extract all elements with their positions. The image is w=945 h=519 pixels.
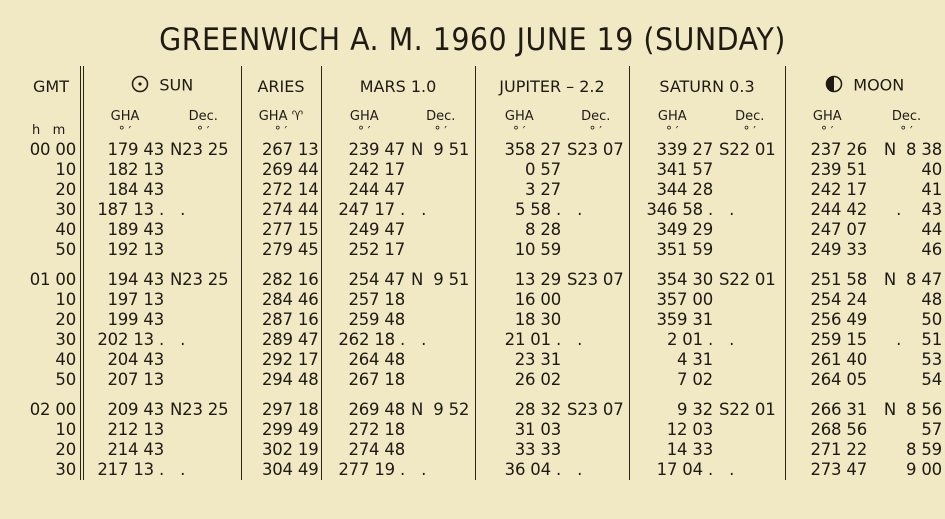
mars-gha-cell: 254 47 bbox=[321, 270, 407, 290]
sun-label: SUN bbox=[159, 75, 194, 95]
sun-gha-cell: 187 13 . bbox=[82, 200, 166, 220]
moon-dec-cell: N 8 38 bbox=[883, 140, 942, 159]
sun-dec-cell: N23 25 bbox=[170, 400, 229, 419]
mars-dec-cell: N 9 51 bbox=[411, 140, 470, 159]
degree-mark: ° ′ bbox=[900, 124, 913, 138]
mars-gha-subheader: GHA bbox=[321, 106, 407, 126]
moon-gha-subheader: GHA bbox=[785, 106, 869, 126]
jup-gha-cell: 31 03 bbox=[475, 420, 563, 440]
sat-gha-cell: 341 57 bbox=[629, 160, 715, 180]
jup-gha-cell: 33 33 bbox=[475, 440, 563, 460]
sat-gha-cell: 346 58 . bbox=[629, 200, 715, 220]
aries-cell: 294 48 bbox=[241, 370, 321, 390]
jup-gha-cell: 358 27 bbox=[475, 140, 563, 160]
page-title: GREENWICH A. M. 1960 JUNE 19 (SUNDAY) bbox=[159, 22, 786, 58]
jup-dec-cell bbox=[563, 180, 629, 200]
moon-gha-cell: 251 58 bbox=[785, 270, 869, 290]
jup-dec-cell bbox=[563, 240, 629, 260]
aries-cell: 292 17 bbox=[241, 350, 321, 370]
degree-mark: ° ′ bbox=[589, 124, 603, 138]
sun-gha-cell: 212 13 bbox=[82, 420, 166, 440]
jup-dec-cell bbox=[563, 440, 629, 460]
aries-cell: 289 47 bbox=[241, 330, 321, 350]
moon-gha-cell: 268 56 bbox=[785, 420, 869, 440]
sat-dec-cell bbox=[715, 310, 785, 330]
aries-cell: 267 13 bbox=[241, 140, 321, 160]
jup-dec-cell: S23 07 bbox=[567, 270, 624, 289]
moon-dec-cell: 9 00 bbox=[906, 460, 942, 479]
aries-cell: 287 16 bbox=[241, 310, 321, 330]
jupiter-dec-subheader: Dec. bbox=[581, 108, 611, 124]
moon-dec-cell: . 51 bbox=[896, 330, 942, 349]
sun-gha-cell: 192 13 bbox=[82, 240, 166, 260]
sat-dec-cell bbox=[715, 160, 785, 180]
sun-gha-cell: 209 43 bbox=[82, 400, 166, 420]
mars-gha-cell: 277 19 . bbox=[321, 460, 407, 480]
jup-dec-cell: S23 07 bbox=[567, 400, 624, 419]
degree-mark: ° ′ bbox=[241, 126, 321, 140]
mars-dec-cell bbox=[407, 350, 475, 370]
jup-gha-cell: 5 58 . bbox=[475, 200, 563, 220]
aries-cell: 269 44 bbox=[241, 160, 321, 180]
sun-dec-cell bbox=[166, 290, 241, 310]
sun-gha-cell: 214 43 bbox=[82, 440, 166, 460]
mars-dec-subheader: Dec. bbox=[426, 108, 456, 124]
mars-dec-cell: . bbox=[411, 330, 427, 349]
sun-dec-cell bbox=[166, 180, 241, 200]
jup-dec-cell bbox=[563, 420, 629, 440]
sat-dec-cell: . bbox=[719, 460, 735, 479]
mars-dec-cell bbox=[407, 310, 475, 330]
moon-dec-cell: 50 bbox=[921, 310, 942, 329]
sun-dec-cell: . bbox=[170, 200, 186, 219]
jup-gha-cell: 3 27 bbox=[475, 180, 563, 200]
sat-gha-cell: 9 32 bbox=[629, 400, 715, 420]
t-cell: 00 00 bbox=[29, 140, 76, 159]
jupiter-gha-subheader: GHA bbox=[475, 106, 563, 126]
moon-dec-cell: 41 bbox=[921, 180, 942, 199]
jup-dec-cell: S23 07 bbox=[567, 140, 624, 159]
sun-dec-cell bbox=[166, 160, 241, 180]
table-row bbox=[22, 290, 944, 310]
t-cell: 40 bbox=[55, 350, 76, 369]
sat-gha-cell: 357 00 bbox=[629, 290, 715, 310]
t-cell: 50 bbox=[55, 240, 76, 259]
sun-dec-cell bbox=[166, 220, 241, 240]
hours-unit: h bbox=[32, 123, 41, 138]
mars-gha-cell: 259 48 bbox=[321, 310, 407, 330]
moon-gha-cell: 261 40 bbox=[785, 350, 869, 370]
sun-gha-cell: 202 13 . bbox=[82, 330, 166, 350]
moon-label: MOON bbox=[853, 75, 905, 95]
degree-mark: ° ′ bbox=[743, 124, 757, 138]
mars-gha-cell: 267 18 bbox=[321, 370, 407, 390]
saturn-dec-subheader: Dec. bbox=[735, 108, 765, 124]
saturn-gha-subheader: GHA bbox=[629, 106, 715, 126]
sun-gha-cell: 197 13 bbox=[82, 290, 166, 310]
moon-gha-cell: 256 49 bbox=[785, 310, 869, 330]
jup-dec-cell bbox=[563, 160, 629, 180]
moon-dec-cell: 8 59 bbox=[906, 440, 942, 459]
mars-gha-cell: 274 48 bbox=[321, 440, 407, 460]
mars-gha-cell: 247 17 . bbox=[321, 200, 407, 220]
table-row bbox=[22, 240, 944, 260]
t-cell: 30 bbox=[55, 460, 76, 479]
jup-gha-cell: 28 32 bbox=[475, 400, 563, 420]
moon-gha-cell: 242 17 bbox=[785, 180, 869, 200]
sun-header bbox=[82, 66, 241, 106]
sat-dec-cell bbox=[715, 180, 785, 200]
mars-gha-cell: 272 18 bbox=[321, 420, 407, 440]
sun-gha-cell: 217 13 . bbox=[82, 460, 166, 480]
sat-dec-cell: S22 01 bbox=[719, 140, 776, 159]
sun-dec-cell bbox=[166, 350, 241, 370]
sat-dec-cell: S22 01 bbox=[719, 400, 776, 419]
jup-dec-cell: . bbox=[567, 330, 583, 349]
sat-gha-cell: 359 31 bbox=[629, 310, 715, 330]
sat-gha-cell: 17 04 . bbox=[629, 460, 715, 480]
table-row bbox=[22, 200, 944, 220]
sun-dec-cell bbox=[166, 420, 241, 440]
sun-dec-cell bbox=[166, 240, 241, 260]
table-row bbox=[22, 440, 944, 460]
sun-dec-cell bbox=[166, 370, 241, 390]
sat-dec-cell: . bbox=[719, 200, 735, 219]
mars-dec-cell bbox=[407, 440, 475, 460]
aries-cell: 304 49 bbox=[241, 460, 321, 480]
mars-dec-cell: N 9 51 bbox=[411, 270, 470, 289]
aries-gha-subheader: GHA ♈ bbox=[241, 106, 321, 126]
jup-gha-cell: 26 02 bbox=[475, 370, 563, 390]
mars-gha-cell: 249 47 bbox=[321, 220, 407, 240]
sat-dec-cell bbox=[715, 350, 785, 370]
jup-gha-cell: 8 28 bbox=[475, 220, 563, 240]
mars-gha-cell: 264 48 bbox=[321, 350, 407, 370]
moon-gha-cell: 237 26 bbox=[785, 140, 869, 160]
sat-dec-cell bbox=[715, 440, 785, 460]
sun-gha-cell: 194 43 bbox=[82, 270, 166, 290]
jup-gha-cell: 18 30 bbox=[475, 310, 563, 330]
sun-dec-cell: . bbox=[170, 460, 186, 479]
t-cell: 10 bbox=[55, 160, 76, 179]
mars-header: MARS 1.0 bbox=[321, 66, 475, 106]
mars-dec-cell bbox=[407, 220, 475, 240]
mars-gha-cell: 257 18 bbox=[321, 290, 407, 310]
moon-dec-cell: . 43 bbox=[896, 200, 942, 219]
degree-mark: ° ′ bbox=[321, 126, 407, 140]
sat-dec-cell bbox=[715, 370, 785, 390]
sun-symbol-icon bbox=[131, 75, 149, 97]
jup-gha-cell: 10 59 bbox=[475, 240, 563, 260]
table-row bbox=[22, 180, 944, 200]
aries-cell: 277 15 bbox=[241, 220, 321, 240]
t-cell: 30 bbox=[55, 330, 76, 349]
sun-dec-cell bbox=[166, 440, 241, 460]
degree-mark: ° ′ bbox=[629, 126, 715, 140]
mars-gha-cell: 269 48 bbox=[321, 400, 407, 420]
sun-dec-cell: N23 25 bbox=[170, 140, 229, 159]
table-row bbox=[22, 460, 944, 480]
sun-dec-subheader: Dec. bbox=[188, 108, 218, 124]
aries-cell: 299 49 bbox=[241, 420, 321, 440]
jup-dec-cell bbox=[563, 220, 629, 240]
row-group-gap bbox=[22, 390, 944, 400]
table-row bbox=[22, 370, 944, 390]
moon-dec-cell: 57 bbox=[921, 420, 942, 439]
mars-dec-cell: . bbox=[411, 200, 427, 219]
sat-gha-cell: 4 31 bbox=[629, 350, 715, 370]
almanac-table bbox=[22, 66, 944, 480]
t-cell: 20 bbox=[55, 310, 76, 329]
t-cell: 40 bbox=[55, 220, 76, 239]
sat-gha-cell: 7 02 bbox=[629, 370, 715, 390]
mars-gha-cell: 242 17 bbox=[321, 160, 407, 180]
moon-dec-cell: 46 bbox=[921, 240, 942, 259]
mars-dec-cell bbox=[407, 370, 475, 390]
minutes-unit: m bbox=[52, 123, 66, 138]
moon-dec-cell: 48 bbox=[921, 290, 942, 309]
mars-dec-cell: . bbox=[411, 460, 427, 479]
aries-cell: 297 18 bbox=[241, 400, 321, 420]
sat-dec-cell: . bbox=[719, 330, 735, 349]
sat-dec-cell bbox=[715, 240, 785, 260]
t-cell: 10 bbox=[55, 420, 76, 439]
jup-dec-cell: . bbox=[567, 460, 583, 479]
gmt-header: GMT bbox=[33, 76, 69, 96]
moon-gha-cell: 249 33 bbox=[785, 240, 869, 260]
table-body bbox=[22, 140, 944, 480]
jup-gha-cell: 16 00 bbox=[475, 290, 563, 310]
moon-dec-cell: 54 bbox=[921, 370, 942, 389]
jup-dec-cell: . bbox=[567, 200, 583, 219]
moon-phase-icon bbox=[825, 75, 843, 97]
moon-gha-cell: 247 07 bbox=[785, 220, 869, 240]
table-row bbox=[22, 140, 944, 160]
sun-dec-cell: N23 25 bbox=[170, 270, 229, 289]
mars-gha-cell: 252 17 bbox=[321, 240, 407, 260]
moon-gha-cell: 266 31 bbox=[785, 400, 869, 420]
moon-gha-cell: 239 51 bbox=[785, 160, 869, 180]
table-row bbox=[22, 310, 944, 330]
jup-dec-cell bbox=[563, 290, 629, 310]
mars-dec-cell bbox=[407, 290, 475, 310]
table-row bbox=[22, 400, 944, 420]
sun-gha-cell: 204 43 bbox=[82, 350, 166, 370]
mars-dec-cell bbox=[407, 240, 475, 260]
jup-dec-cell bbox=[563, 350, 629, 370]
table-row bbox=[22, 330, 944, 350]
moon-dec-cell: N 8 56 bbox=[883, 400, 942, 419]
t-cell: 20 bbox=[55, 440, 76, 459]
aries-cell: 282 16 bbox=[241, 270, 321, 290]
moon-gha-cell: 244 42 bbox=[785, 200, 869, 220]
aries-cell: 272 14 bbox=[241, 180, 321, 200]
sat-gha-cell: 351 59 bbox=[629, 240, 715, 260]
sat-dec-cell bbox=[715, 420, 785, 440]
table-row bbox=[22, 350, 944, 370]
sun-gha-cell: 179 43 bbox=[82, 140, 166, 160]
t-cell: 02 00 bbox=[29, 400, 76, 419]
sun-gha-cell: 184 43 bbox=[82, 180, 166, 200]
degree-mark: ° ′ bbox=[785, 126, 869, 140]
sat-gha-cell: 354 30 bbox=[629, 270, 715, 290]
sat-gha-cell: 349 29 bbox=[629, 220, 715, 240]
mars-gha-cell: 244 47 bbox=[321, 180, 407, 200]
sat-dec-cell: S22 01 bbox=[719, 270, 776, 289]
aries-cell: 274 44 bbox=[241, 200, 321, 220]
table-row bbox=[22, 220, 944, 240]
table-row bbox=[22, 270, 944, 290]
jup-gha-cell: 0 57 bbox=[475, 160, 563, 180]
sun-gha-cell: 189 43 bbox=[82, 220, 166, 240]
t-cell: 50 bbox=[55, 370, 76, 389]
sat-gha-cell: 339 27 bbox=[629, 140, 715, 160]
jup-gha-cell: 23 31 bbox=[475, 350, 563, 370]
table-row bbox=[22, 160, 944, 180]
t-cell: 10 bbox=[55, 290, 76, 309]
aries-cell: 302 19 bbox=[241, 440, 321, 460]
mars-dec-cell bbox=[407, 160, 475, 180]
saturn-header: SATURN 0.3 bbox=[629, 66, 785, 106]
sat-gha-cell: 344 28 bbox=[629, 180, 715, 200]
degree-mark: ° ′ bbox=[82, 126, 166, 140]
mars-dec-cell bbox=[407, 180, 475, 200]
row-group-gap bbox=[22, 260, 944, 270]
jup-dec-cell bbox=[563, 370, 629, 390]
sun-gha-cell: 182 13 bbox=[82, 160, 166, 180]
t-cell: 30 bbox=[55, 200, 76, 219]
mars-gha-cell: 239 47 bbox=[321, 140, 407, 160]
sun-gha-cell: 207 13 bbox=[82, 370, 166, 390]
mars-gha-cell: 262 18 . bbox=[321, 330, 407, 350]
moon-dec-cell: 44 bbox=[921, 220, 942, 239]
jup-gha-cell: 13 29 bbox=[475, 270, 563, 290]
moon-dec-cell: 40 bbox=[921, 160, 942, 179]
moon-gha-cell: 273 47 bbox=[785, 460, 869, 480]
moon-dec-cell: N 8 47 bbox=[883, 270, 942, 289]
degree-mark: ° ′ bbox=[196, 124, 210, 138]
mars-dec-cell bbox=[407, 420, 475, 440]
t-cell: 20 bbox=[55, 180, 76, 199]
sat-gha-cell: 14 33 bbox=[629, 440, 715, 460]
moon-dec-cell: 53 bbox=[921, 350, 942, 369]
jup-dec-cell bbox=[563, 310, 629, 330]
moon-gha-cell: 254 24 bbox=[785, 290, 869, 310]
sun-gha-cell: 199 43 bbox=[82, 310, 166, 330]
sat-dec-cell bbox=[715, 220, 785, 240]
sun-gha-subheader: GHA bbox=[82, 106, 166, 126]
moon-dec-subheader: Dec. bbox=[891, 108, 922, 124]
moon-header bbox=[785, 66, 944, 106]
moon-gha-cell: 271 22 bbox=[785, 440, 869, 460]
moon-gha-cell: 264 05 bbox=[785, 370, 869, 390]
sun-dec-cell bbox=[166, 310, 241, 330]
aries-header: ARIES bbox=[241, 66, 321, 106]
sat-dec-cell bbox=[715, 290, 785, 310]
jupiter-header: JUPITER – 2.2 bbox=[475, 66, 629, 106]
mars-dec-cell: N 9 52 bbox=[411, 400, 470, 419]
table-row bbox=[22, 420, 944, 440]
t-cell: 01 00 bbox=[29, 270, 76, 289]
moon-gha-cell: 259 15 bbox=[785, 330, 869, 350]
sat-gha-cell: 12 03 bbox=[629, 420, 715, 440]
aries-cell: 284 46 bbox=[241, 290, 321, 310]
degree-mark: ° ′ bbox=[475, 126, 563, 140]
sat-gha-cell: 2 01 . bbox=[629, 330, 715, 350]
jup-gha-cell: 21 01 . bbox=[475, 330, 563, 350]
sun-dec-cell: . bbox=[170, 330, 186, 349]
jup-gha-cell: 36 04 . bbox=[475, 460, 563, 480]
degree-mark: ° ′ bbox=[434, 124, 448, 138]
aries-cell: 279 45 bbox=[241, 240, 321, 260]
